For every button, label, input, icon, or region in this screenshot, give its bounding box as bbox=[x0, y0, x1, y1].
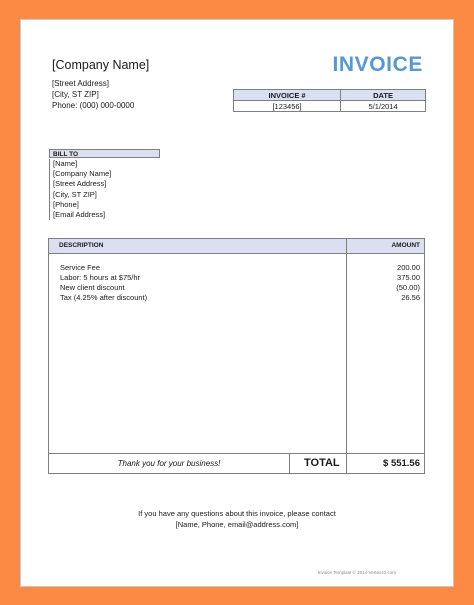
company-street: [Street Address] bbox=[52, 79, 109, 88]
invoice-meta-table bbox=[233, 89, 426, 112]
total-divider bbox=[289, 454, 290, 473]
invoice-number-label: INVOICE # bbox=[234, 90, 341, 101]
line-item-description: Tax (4.25% after discount) bbox=[60, 293, 148, 302]
line-items-header bbox=[49, 239, 424, 254]
company-name: [Company Name] bbox=[52, 58, 150, 72]
line-item-amount: 375.00 bbox=[397, 273, 420, 282]
description-list bbox=[60, 263, 147, 303]
contact-line-1: If you have any questions about this invoice, please contact bbox=[138, 509, 336, 518]
contact-line-2: [Name, Phone, email@address.com] bbox=[175, 520, 299, 529]
total-label: TOTAL bbox=[304, 457, 340, 469]
template-credit: Invoice Template © 2014 Vertex42.com bbox=[317, 570, 396, 575]
line-item-amount: 26.56 bbox=[401, 293, 420, 302]
invoice-number-value: [123456] bbox=[234, 101, 341, 112]
line-item-amount: (50.00) bbox=[396, 283, 420, 292]
description-column-header: DESCRIPTION bbox=[59, 242, 104, 249]
bill-to-line: [Company Name] bbox=[53, 169, 112, 179]
date-value: 5/1/2014 bbox=[341, 101, 426, 112]
contact-note bbox=[21, 508, 453, 530]
amount-list bbox=[396, 263, 420, 303]
bill-to-block bbox=[49, 159, 111, 220]
line-item-amount: 200.00 bbox=[397, 263, 420, 272]
bill-to-line: [Phone] bbox=[53, 199, 79, 209]
column-divider bbox=[346, 239, 347, 473]
invoice-title: INVOICE bbox=[332, 53, 423, 76]
company-city: [City, ST ZIP] bbox=[52, 90, 99, 99]
bill-to-line: [Email Address] bbox=[53, 210, 106, 220]
line-item-description: Labor: 5 hours at $75/hr bbox=[60, 273, 141, 282]
thank-you-note: Thank you for your business! bbox=[117, 459, 221, 468]
line-item-description: Service Fee bbox=[60, 263, 101, 272]
company-phone: Phone: (000) 000-0000 bbox=[52, 101, 135, 110]
bill-to-line: [Name] bbox=[53, 159, 78, 168]
date-label: DATE bbox=[341, 90, 426, 101]
total-value: $ 551.56 bbox=[383, 458, 420, 469]
line-items-table bbox=[48, 238, 425, 474]
amount-column-header: AMOUNT bbox=[391, 242, 420, 249]
total-row bbox=[48, 453, 425, 474]
bill-to-header: BILL TO bbox=[49, 149, 160, 158]
invoice-sheet bbox=[20, 19, 454, 587]
bill-to-line: [Street Address] bbox=[53, 179, 107, 189]
bill-to-line: [City, ST ZIP] bbox=[53, 189, 97, 199]
line-item-description: New client discount bbox=[60, 283, 125, 292]
